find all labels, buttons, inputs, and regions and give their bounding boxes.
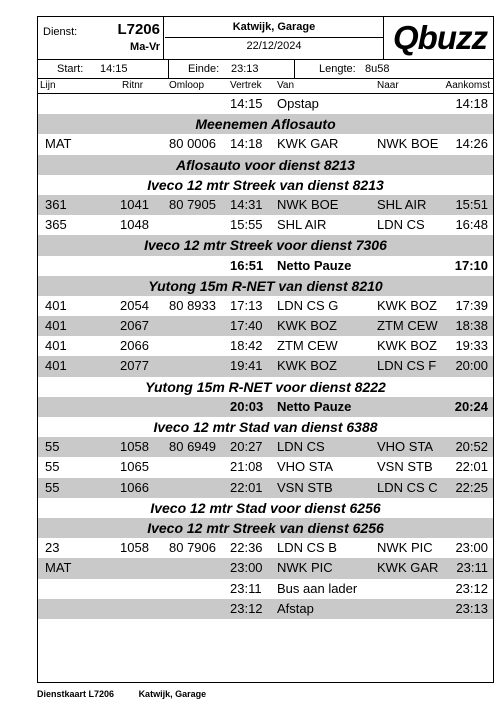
cell-lijn: 55: [45, 439, 60, 455]
cell-vertrek: 18:42: [230, 338, 263, 354]
cell-aankomst: 23:12: [455, 580, 488, 596]
cell-ritnr: 1065: [120, 459, 149, 475]
einde-time: 23:13: [231, 63, 259, 75]
cell-vertrek: 20:27: [230, 439, 263, 455]
schedule-rows: [38, 94, 493, 619]
divider: [168, 60, 169, 78]
section-heading: [38, 498, 493, 518]
trip-row: [38, 538, 493, 558]
cell-naar: KWK GAR: [377, 560, 439, 576]
col-ritnr: Ritnr: [122, 80, 144, 91]
cell-naar: KWK BOZ: [377, 297, 437, 313]
cell-vertrek: 17:13: [230, 297, 263, 313]
dienst-code: L7206: [117, 21, 160, 38]
cell-van: ZTM CEW: [277, 338, 338, 354]
cell-vertrek: 22:01: [230, 479, 263, 495]
col-van: Van: [277, 80, 295, 91]
trip-row: [38, 579, 493, 599]
trip-row: [38, 316, 493, 336]
start-time: 14:15: [100, 63, 128, 75]
trip-row: [38, 457, 493, 477]
cell-aankomst: 14:18: [455, 96, 488, 111]
trip-row: [38, 94, 493, 114]
cell-aankomst: 22:25: [455, 479, 488, 495]
date: 22/12/2024: [246, 40, 302, 52]
cell-ritnr: 2054: [120, 297, 149, 313]
cell-vertrek: 14:15: [230, 96, 263, 111]
section-heading-text: Iveco 12 mtr Stad voor dienst 6256: [150, 499, 381, 516]
cell-ritnr: 1048: [120, 217, 149, 233]
cell-naar: KWK BOZ: [377, 338, 437, 354]
cell-naar: LDN CS: [377, 217, 425, 233]
cell-lijn: 55: [45, 459, 60, 475]
cell-ritnr: 1058: [120, 439, 149, 455]
section-heading-text: Iveco 12 mtr Streek voor dienst 7306: [144, 237, 387, 254]
cell-aankomst: 20:00: [455, 358, 488, 374]
section-heading-text: Yutong 15m R-NET voor dienst 8222: [145, 378, 386, 395]
cell-aankomst: 15:51: [455, 196, 488, 212]
section-heading: [38, 276, 493, 296]
cell-vertrek: 22:36: [230, 540, 263, 556]
cell-lijn: 401: [45, 358, 67, 374]
cell-aankomst: 22:01: [455, 459, 488, 475]
section-heading-text: Aflosauto voor dienst 8213: [176, 156, 355, 173]
cell-van: LDN CS: [277, 439, 325, 455]
divider: [165, 37, 383, 38]
lengte-label: Lengte:: [319, 63, 356, 75]
cell-aankomst: 14:26: [455, 136, 488, 152]
cell-aankomst: 16:48: [455, 217, 488, 233]
trip-row: [38, 356, 493, 376]
footer-location: Katwijk, Garage: [138, 689, 207, 699]
cell-naar: NWK PIC: [377, 540, 433, 556]
section-heading: [38, 417, 493, 437]
cell-vertrek: 15:55: [230, 217, 263, 233]
section-heading: [38, 518, 493, 538]
cell-ritnr: 1041: [120, 196, 149, 212]
cell-vertrek: 14:18: [230, 136, 263, 152]
divider: [294, 60, 295, 78]
cell-aankomst: 18:38: [455, 318, 488, 334]
trip-row: [38, 134, 493, 154]
location-name: Katwijk, Garage: [232, 21, 316, 33]
cell-aankomst: 17:39: [455, 297, 488, 313]
section-heading: [38, 377, 493, 397]
cell-vertrek: 23:12: [230, 600, 263, 616]
col-aankomst: Aankomst: [445, 80, 490, 91]
cell-aankomst: 23:13: [455, 600, 488, 616]
cell-van: NWK BOE: [277, 196, 339, 212]
cell-van: VSN STB: [277, 479, 333, 495]
cell-van: NWK PIC: [277, 560, 333, 576]
trip-row: [38, 336, 493, 356]
cell-van: SHL AIR: [277, 217, 327, 233]
section-heading: [38, 114, 493, 134]
cell-naar: LDN CS C: [377, 479, 438, 495]
trip-row: [38, 478, 493, 498]
col-lijn: Lijn: [40, 80, 56, 91]
pause-start: 16:51: [230, 257, 264, 273]
cell-van: KWK GAR: [277, 136, 339, 152]
col-naar: Naar: [377, 80, 399, 91]
cell-lijn: 401: [45, 338, 67, 354]
pause-label: Netto Pauze: [277, 398, 352, 414]
section-heading-text: Iveco 12 mtr Streek van dienst 8213: [147, 176, 384, 193]
cell-van: LDN CS G: [277, 297, 339, 313]
times-bar: [38, 60, 493, 79]
einde-label: Einde:: [188, 63, 220, 75]
col-omloop: Omloop: [169, 80, 205, 91]
dienstkaart: [37, 16, 494, 683]
section-heading: [38, 155, 493, 175]
cell-vertrek: 23:00: [230, 560, 263, 576]
cell-aankomst: 23:11: [456, 560, 488, 576]
cell-van: VHO STA: [277, 459, 334, 475]
section-heading: [38, 175, 493, 195]
location-cell: [165, 17, 384, 59]
section-heading-text: Meenemen Aflosauto: [195, 116, 336, 133]
lengte-value: 8u58: [365, 63, 390, 75]
cell-van: Afstap: [277, 600, 314, 616]
cell-lijn: MAT: [45, 136, 72, 152]
trip-row: [38, 215, 493, 235]
cell-ritnr: 1058: [120, 540, 149, 556]
cell-ritnr: 2077: [120, 358, 149, 374]
footer: [37, 689, 228, 699]
footer-dienstkaart: Dienstkaart L7206: [37, 689, 115, 699]
cell-lijn: 365: [45, 217, 67, 233]
cell-naar: VSN STB: [377, 459, 433, 475]
cell-lijn: 55: [45, 479, 60, 495]
cell-aankomst: 19:33: [455, 338, 488, 354]
cell-omloop: 80 8933: [169, 297, 216, 313]
pause-start: 20:03: [230, 398, 264, 414]
col-vertrek: Vertrek: [230, 80, 262, 91]
dienst-days: Ma-Vr: [130, 41, 160, 53]
cell-van: Opstap: [277, 96, 319, 111]
header-block: [38, 17, 493, 60]
cell-omloop: 80 7905: [169, 196, 216, 212]
cell-naar: ZTM CEW: [377, 318, 438, 334]
pause-end: 17:10: [454, 257, 488, 273]
cell-naar: SHL AIR: [377, 196, 427, 212]
cell-naar: NWK BOE: [377, 136, 439, 152]
section-heading: [38, 235, 493, 255]
cell-ritnr: 1066: [120, 479, 149, 495]
qbuzz-logo: Qbuzz: [393, 19, 487, 56]
cell-lijn: 401: [45, 318, 67, 334]
pause-label: Netto Pauze: [277, 257, 352, 273]
cell-ritnr: 2066: [120, 338, 149, 354]
cell-van: KWK BOZ: [277, 358, 337, 374]
section-heading-text: Yutong 15m R-NET van dienst 8210: [148, 277, 383, 294]
cell-vertrek: 21:08: [230, 459, 263, 475]
cell-vertrek: 19:41: [230, 358, 263, 374]
cell-lijn: 361: [45, 196, 67, 212]
cell-aankomst: 23:00: [455, 540, 488, 556]
dienst-cell: [38, 17, 164, 59]
cell-vertrek: 17:40: [230, 318, 263, 334]
trip-row: [38, 558, 493, 578]
pause-row: [38, 397, 493, 417]
cell-aankomst: 20:52: [455, 439, 488, 455]
start-label: Start:: [57, 63, 84, 75]
cell-lijn: 401: [45, 297, 67, 313]
section-heading-text: Iveco 12 mtr Stad van dienst 6388: [153, 419, 378, 435]
cell-lijn: MAT: [45, 560, 72, 576]
cell-naar: LDN CS F: [377, 358, 437, 374]
cell-lijn: 23: [45, 540, 60, 556]
cell-van: Bus aan lader: [277, 580, 358, 596]
pause-end: 20:24: [454, 398, 488, 414]
cell-van: KWK BOZ: [277, 318, 337, 334]
trip-row: [38, 296, 493, 316]
cell-omloop: 80 0006: [169, 136, 216, 152]
section-heading-text: Iveco 12 mtr Streek van dienst 6256: [147, 519, 384, 536]
trip-row: [38, 195, 493, 215]
column-headers: [38, 79, 493, 94]
cell-omloop: 80 6949: [169, 439, 216, 455]
cell-naar: VHO STA: [377, 439, 434, 455]
cell-van: LDN CS B: [277, 540, 337, 556]
cell-omloop: 80 7906: [169, 540, 216, 556]
cell-vertrek: 23:11: [230, 580, 262, 596]
dienst-label: Dienst:: [43, 26, 78, 38]
cell-vertrek: 14:31: [230, 196, 263, 212]
trip-row: [38, 599, 493, 619]
cell-ritnr: 2067: [120, 318, 149, 334]
pause-row: [38, 256, 493, 276]
trip-row: [38, 437, 493, 457]
